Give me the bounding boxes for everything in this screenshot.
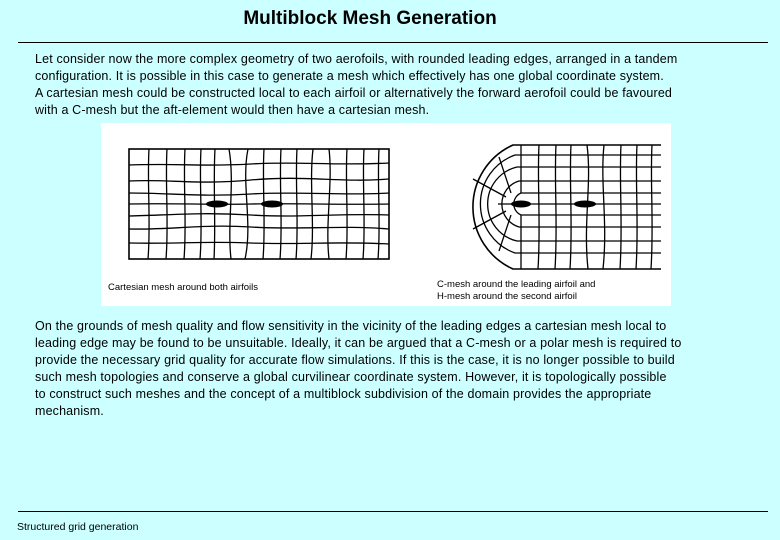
body-line: On the grounds of mesh quality and flow sensitivity in the vicinity of the leading edges a cartesian mesh local to	[35, 319, 667, 333]
body-line: provide the necessary grid quality for accurate flow simulations. If this is the case, it is no longer possible to build	[35, 353, 675, 367]
cartesian-mesh-caption: Cartesian mesh around both airfoils	[108, 282, 258, 293]
leading-airfoil-shape	[206, 201, 228, 208]
body-line: to construct such meshes and the concept of a multiblock subdivision of the domain provides the appropriate	[35, 387, 652, 401]
intro-line: Let consider now the more complex geometry of two aerofoils, with rounded leading edges, arranged in a tandem	[35, 52, 678, 66]
trailing-airfoil-shape	[261, 201, 283, 208]
intro-line: A cartesian mesh could be constructed local to each airfoil or alternatively the forward aerofoil could be favoured	[35, 86, 673, 100]
mesh-figure	[101, 123, 671, 306]
leading-airfoil-shape	[511, 201, 531, 208]
footer-text: Structured grid generation	[17, 521, 139, 533]
intro-line: configuration. It is possible in this case to generate a mesh which effectively has one global coordinate system.	[35, 69, 664, 83]
trailing-airfoil-shape	[574, 201, 596, 208]
title-divider	[18, 42, 768, 43]
body-line: leading edge may be found to be unsuitable. Ideally, it can be argued that a C-mesh or a polar mesh is required to	[35, 336, 682, 350]
footer-divider	[18, 511, 768, 512]
caption-line: C-mesh around the leading airfoil and	[437, 279, 596, 290]
body-line: such mesh topologies and conserve a global curvilinear coordinate system. However, it is topologically possible	[35, 370, 667, 384]
body-paragraph	[35, 318, 750, 420]
c-mesh-caption	[437, 279, 595, 303]
slide-title: Multiblock Mesh Generation	[243, 8, 497, 29]
cartesian-mesh-diagram	[129, 149, 389, 259]
body-line: mechanism.	[35, 404, 104, 418]
caption-line: H-mesh around the second airfoil	[437, 291, 577, 302]
c-mesh-diagram	[473, 145, 661, 269]
intro-line: with a C-mesh but the aft-element would then have a cartesian mesh.	[35, 103, 430, 117]
intro-paragraph	[35, 51, 750, 119]
